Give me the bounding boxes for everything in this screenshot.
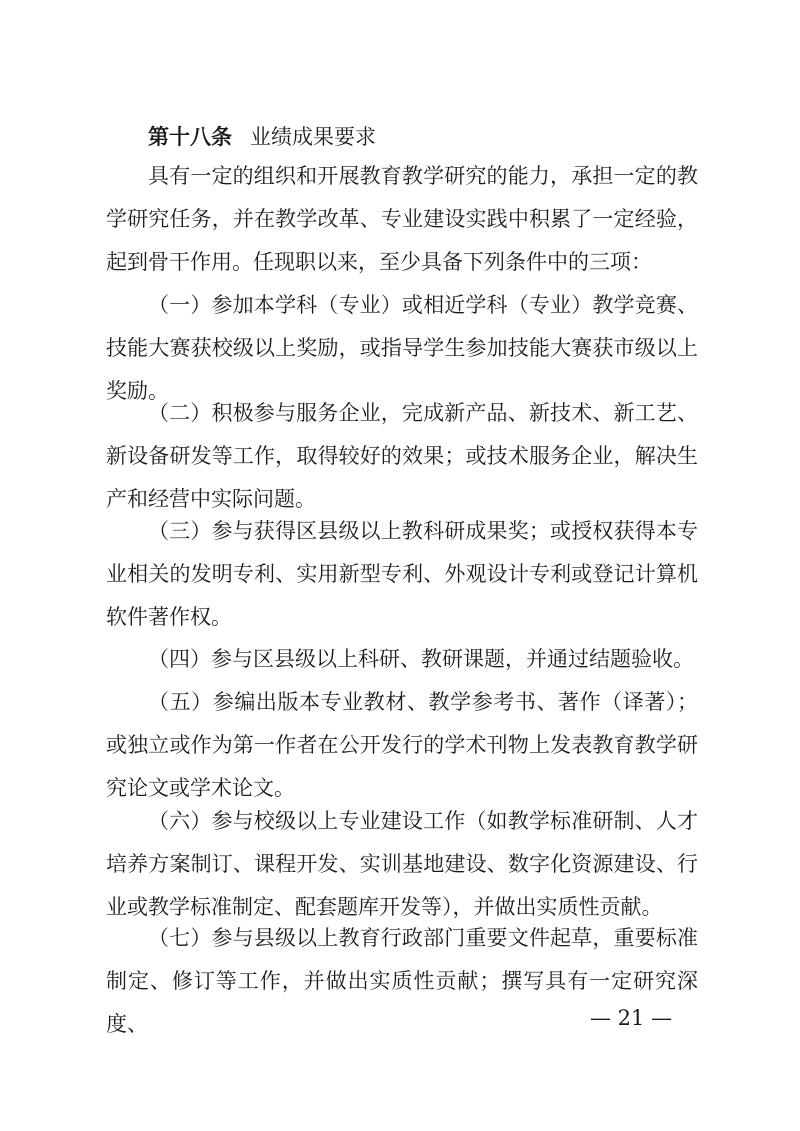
article-title: 业绩成果要求 [250,125,376,149]
paragraph-item-2: （二）积极参与服务企业，完成新产品、新技术、新工艺、新设备研发等工作，取得较好的效果；或技术服务企业，解决生产和经营中实际问题。 [106,401,698,511]
paragraph-item-5: （五）参编出版本专业教材、教学参考书、著作（译著）；或独立或作为第一作者在公开发行的学术刊物上发表教育教学研究论文或学术论文。 [106,690,698,800]
article-heading [148,122,376,152]
paragraph-item-7: （七）参与县级以上教育行政部门重要文件起草，重要标准制定、修订等工作，并做出实质性贡献；撰写具有一定研究深度、 [106,926,698,1036]
page-number: — 21 — [590,1006,673,1030]
paragraph-intro: 具有一定的组织和开展教育教学研究的能力，承担一定的教学研究任务，并在教学改革、专业建设实践中积累了一定经验，起到骨干作用。任现职以来，至少具备下列条件中的三项： [106,164,698,274]
paragraph-item-1: （一）参加本学科（专业）或相近学科（专业）教学竞赛、技能大赛获校级以上奖励，或指导学生参加技能大赛获市级以上奖励。 [106,293,698,403]
paragraph-item-6: （六）参与校级以上专业建设工作（如教学标准研制、人才培养方案制订、课程开发、实训基地建设、数字化资源建设、行业或教学标准制定、配套题库开发等），并做出实质性贡献。 [106,809,698,919]
article-number: 第十八条 [148,125,232,149]
paragraph-item-3: （三）参与获得区县级以上教科研成果奖；或授权获得本专业相关的发明专利、实用新型专利、外观设计专利或登记计算机软件著作权。 [106,519,698,629]
paragraph-item-4: （四）参与区县级以上科研、教研课题，并通过结题验收。 [148,647,694,671]
